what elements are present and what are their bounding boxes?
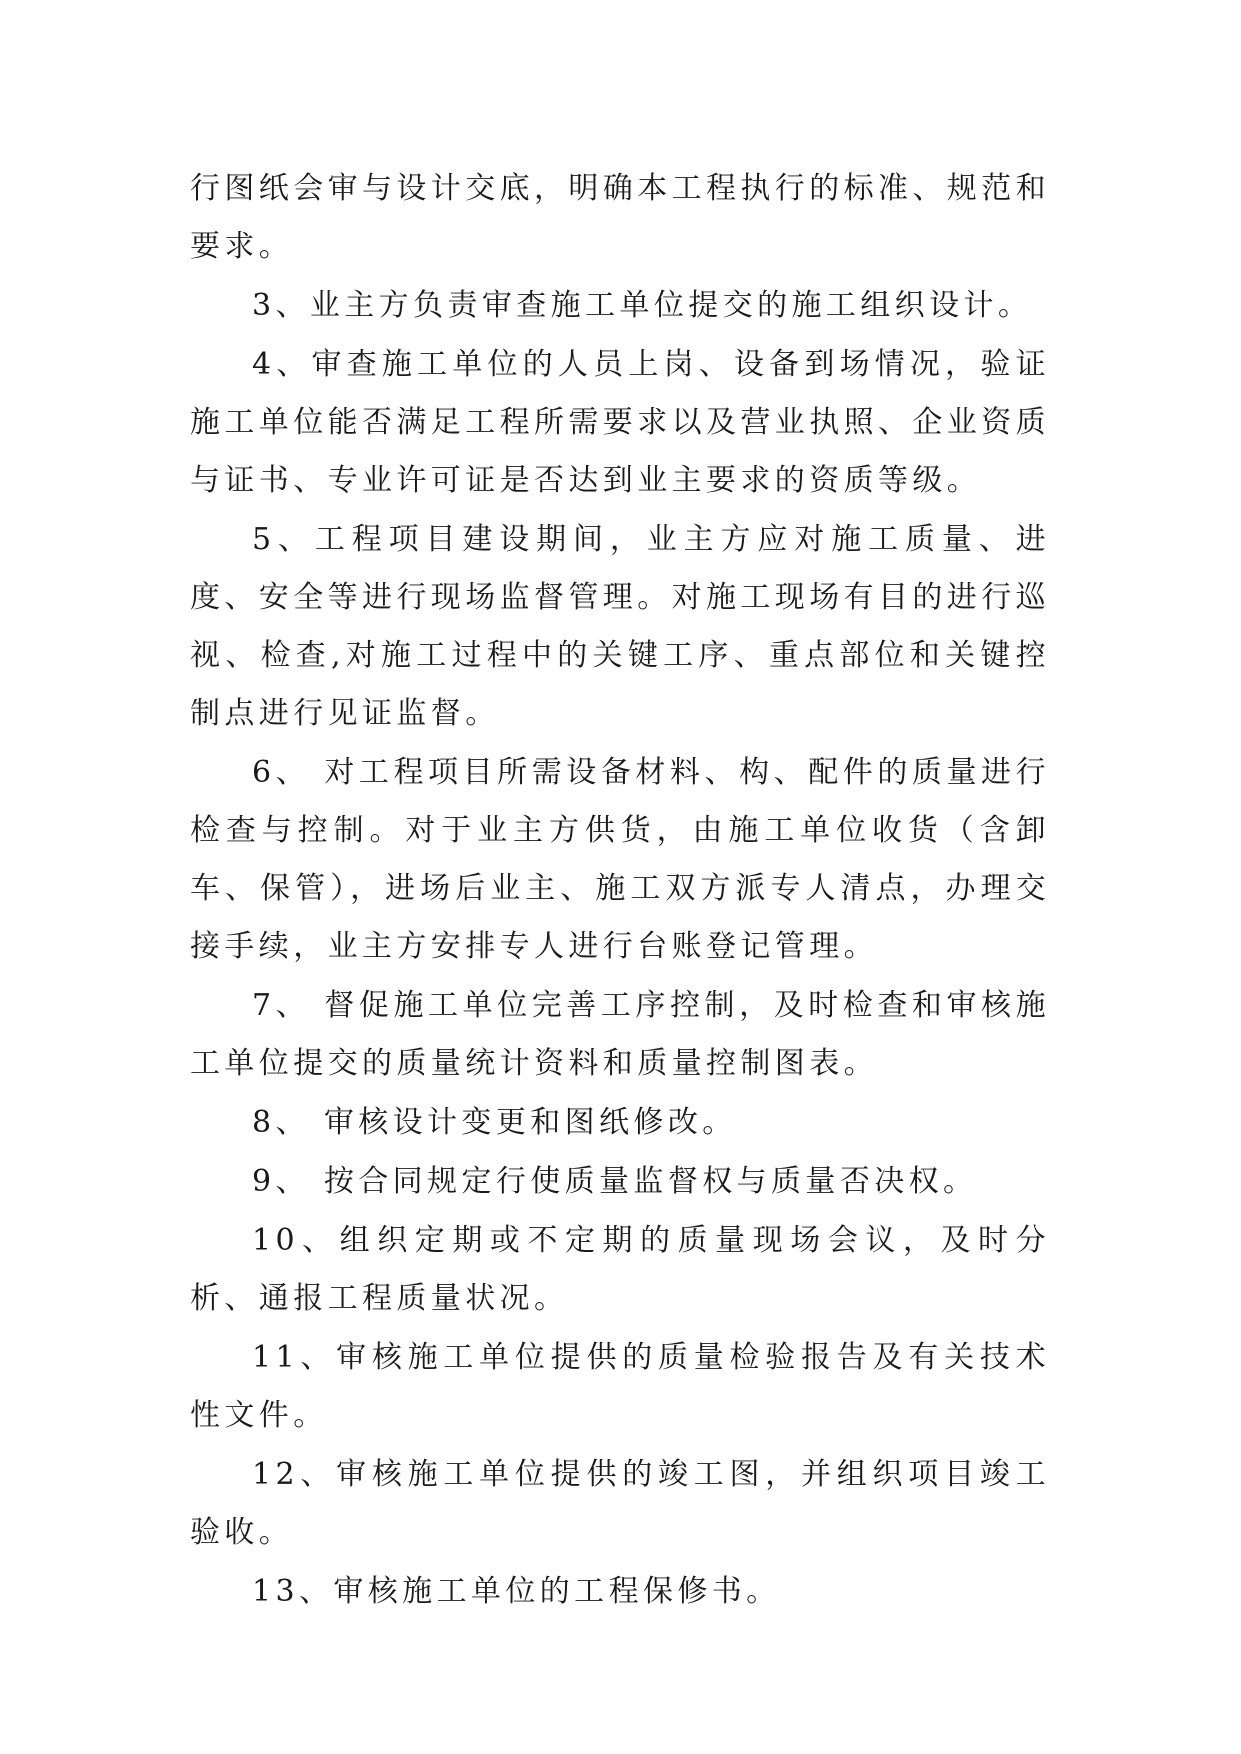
paragraph-continuation: 行图纸会审与设计交底，明确本工程执行的标准、规范和要求。 [190,171,1050,264]
document-body [190,160,1050,1622]
paragraph-item-12: 12、审核施工单位提供的竣工图，并组织项目竣工验收。 [190,1457,1050,1550]
paragraph-item-5: 5、工程项目建设期间，业主方应对施工质量、进度、安全等进行现场监督管理。对施工现场有目的进行巡视、检查,对施工过程中的关键工序、重点部位和关键控制点进行见证监督。 [190,522,1050,731]
paragraph-item-13: 13、审核施工单位的工程保修书。 [252,1574,781,1609]
paragraph-item-9: 9、 按合同规定行使质量监督权与质量否决权。 [252,1164,978,1199]
paragraph-item-6: 6、 对工程项目所需设备材料、构、配件的质量进行检查与控制。对于业主方供货，由施工单位收货（含卸车、保管），进场后业主、施工双方派专人清点，办理交接手续，业主方安排专人进行台账登记管理。 [190,755,1050,964]
paragraph-item-11: 11、审核施工单位提供的质量检验报告及有关技术性文件。 [190,1340,1050,1433]
paragraph-item-8: 8、 审核设计变更和图纸修改。 [252,1105,737,1140]
paragraph-item-4: 4、审查施工单位的人员上岗、设备到场情况，验证施工单位能否满足工程所需要求以及营业执照、企业资质与证书、专业许可证是否达到业主要求的资质等级。 [190,347,1050,498]
paragraph-item-10: 10、组织定期或不定期的质量现场会议，及时分析、通报工程质量状况。 [190,1223,1050,1316]
paragraph-item-7: 7、 督促施工单位完善工序控制，及时检查和审核施工单位提交的质量统计资料和质量控制图表。 [190,988,1050,1081]
paragraph-item-3: 3、业主方负责审查施工单位提交的施工组织设计。 [252,288,1033,323]
